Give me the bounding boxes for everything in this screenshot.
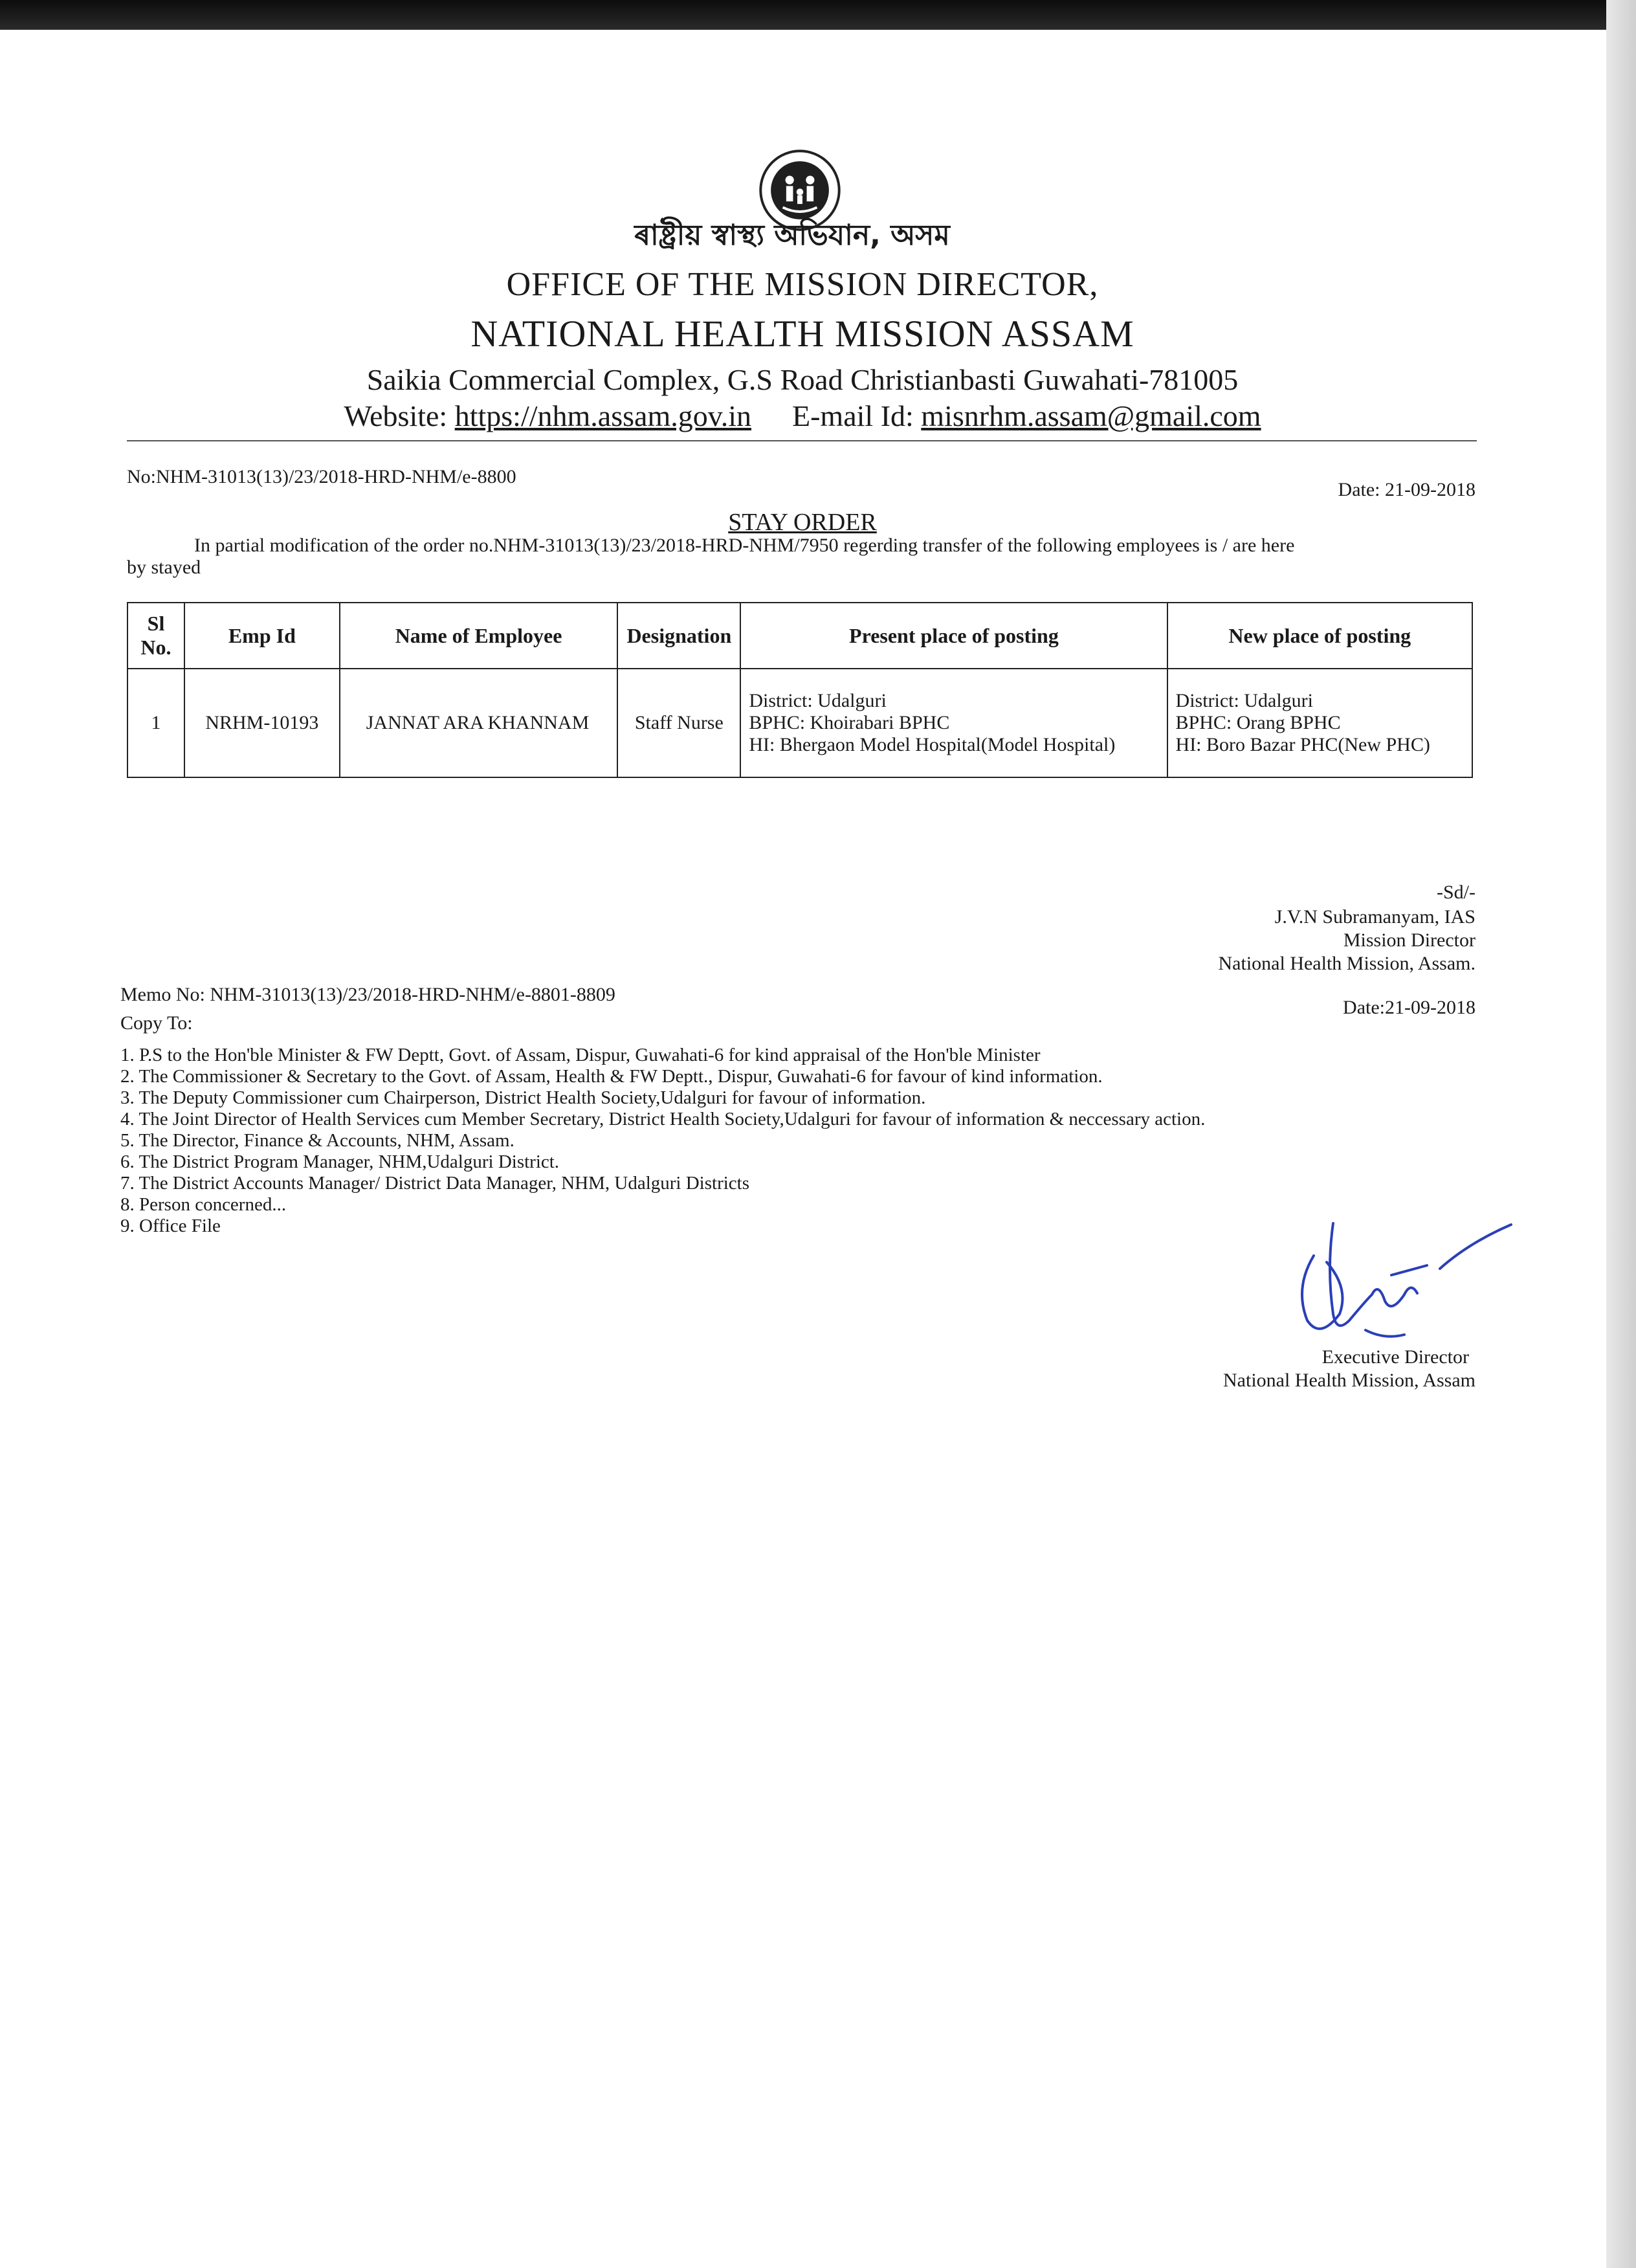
list-item: 3. The Deputy Commissioner cum Chairperson, District Health Society,Udalguri for favour of information. [120, 1087, 926, 1108]
email-link[interactable]: misnrhm.assam@gmail.com [921, 399, 1261, 432]
handwritten-signature-icon [1288, 1217, 1521, 1353]
signatory-title: Mission Director [1343, 929, 1476, 951]
cell-new-posting [1167, 669, 1472, 777]
order-date: Date: 21-09-2018 [1338, 479, 1476, 500]
bengali-title: ৰাষ্ট্ৰীয় স্বাস্থ্য অভিযান, অসম [634, 219, 950, 252]
signed-marker: -Sd/- [1437, 882, 1476, 903]
memo-number: Memo No: NHM-31013(13)/23/2018-HRD-NHM/e-8801-8809 [120, 984, 615, 1005]
header-designation: Designation [617, 603, 740, 669]
present-district: District: Udalguri [749, 690, 887, 711]
scan-edge-right [1606, 0, 1636, 2268]
list-item: 1. P.S to the Hon'ble Minister & FW Deptt, Govt. of Assam, Dispur, Guwahati-6 for kind appraisal of the Hon'ble Minister [120, 1045, 1041, 1065]
office-address: Saikia Commercial Complex, G.S Road Christianbasti Guwahati-781005 [366, 363, 1239, 396]
document-title: STAY ORDER [728, 509, 877, 536]
cell-designation: Staff Nurse [617, 669, 740, 777]
memo-date: Date:21-09-2018 [1343, 997, 1476, 1018]
new-hi: HI: Boro Bazar PHC(New PHC) [1175, 734, 1430, 755]
email-label: E-mail Id: [792, 399, 914, 432]
order-number: No:NHM-31013(13)/23/2018-HRD-NHM/e-8800 [127, 466, 516, 487]
cell-emp-id: NRHM-10193 [184, 669, 340, 777]
intro-text-line-1: In partial modification of the order no.NHM-31013(13)/23/2018-HRD-NHM/7950 regerding transfer of the following employees is / are here [194, 535, 1295, 556]
header-new-posting: New place of posting [1167, 603, 1472, 669]
header-present-posting: Present place of posting [740, 603, 1167, 669]
list-item: 8. Person concerned... [120, 1194, 287, 1215]
employee-table [127, 602, 1473, 778]
new-district: District: Udalguri [1175, 690, 1313, 711]
website-link[interactable]: https://nhm.assam.gov.in [454, 399, 752, 432]
table-header-row [127, 603, 1472, 669]
organization-title: NATIONAL HEALTH MISSION ASSAM [470, 313, 1134, 355]
intro-text-line-2: by stayed [127, 557, 201, 578]
signatory-organization: National Health Mission, Assam. [1218, 953, 1476, 974]
executive-organization: National Health Mission, Assam [1223, 1370, 1476, 1391]
present-hi: HI: Bhergaon Model Hospital(Model Hospital) [749, 734, 1116, 755]
cell-employee-name: JANNAT ARA KHANNAM [340, 669, 618, 777]
list-item: 2. The Commissioner & Secretary to the Govt. of Assam, Health & FW Deptt., Dispur, Guwahati-6 for favour of kind information. [120, 1066, 1103, 1087]
executive-title: Executive Director [1321, 1346, 1469, 1368]
cell-sl-no: 1 [127, 669, 184, 777]
signatory-name: J.V.N Subramanyam, IAS [1274, 906, 1476, 928]
header-employee-name: Name of Employee [340, 603, 618, 669]
list-item: 4. The Joint Director of Health Services cum Member Secretary, District Health Society,Udalguri for favour of information & neccessary action. [120, 1109, 1206, 1129]
office-title: OFFICE OF THE MISSION DIRECTOR, [506, 266, 1099, 303]
scan-edge-top [0, 0, 1636, 30]
table-row [127, 669, 1472, 777]
contact-line [259, 399, 1346, 433]
cell-present-posting [740, 669, 1167, 777]
new-bphc: BPHC: Orang BPHC [1175, 712, 1341, 733]
list-item: 5. The Director, Finance & Accounts, NHM, Assam. [120, 1130, 514, 1151]
list-item: 7. The District Accounts Manager/ District Data Manager, NHM, Udalguri Districts [120, 1173, 749, 1194]
header-sl-no: Sl No. [127, 603, 184, 669]
header-divider [127, 440, 1477, 441]
header-emp-id: Emp Id [184, 603, 340, 669]
website-label: Website: [344, 399, 448, 432]
list-item: 9. Office File [120, 1216, 221, 1236]
list-item: 6. The District Program Manager, NHM,Udalguri District. [120, 1151, 560, 1172]
copy-to-list [120, 1045, 1205, 1237]
present-bphc: BPHC: Khoirabari BPHC [749, 712, 950, 733]
copy-to-label: Copy To: [120, 1012, 193, 1034]
